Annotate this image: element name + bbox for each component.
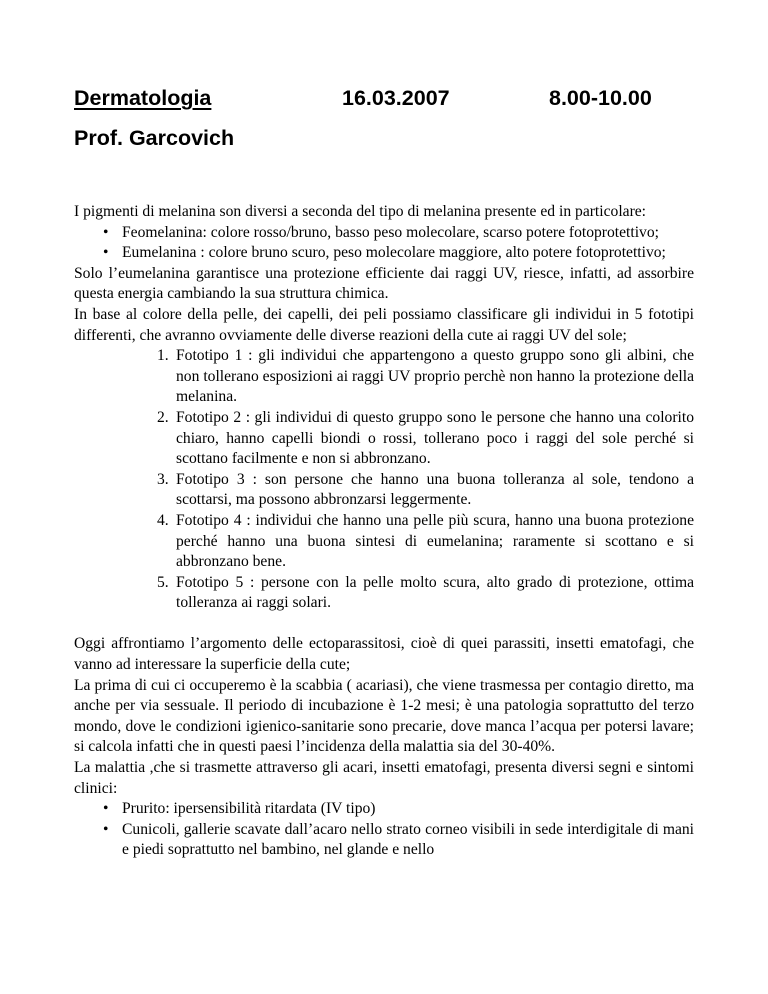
list-item-text: Prurito: ipersensibilità ritardata (IV tipo) (122, 800, 376, 818)
list-number: 3. (157, 470, 169, 488)
lecture-date: 16.03.2007 (342, 86, 450, 110)
melanin-types-list (74, 223, 694, 264)
list-item-text: Fototipo 4 : individui che hanno una pelle più scura, hanno una buona protezione perché hanno una buona sintesi di eumelanina; raramente si scottano e si abbronzano bene. (176, 511, 694, 571)
list-number: 4. (157, 511, 169, 529)
list-item (74, 820, 694, 861)
fototipi-paragraph: In base al colore della pelle, dei capelli, dei peli possiamo classificare gli individui in 5 fototipi differenti, che avranno ovviamente delle diverse reazioni della cute ai raggi UV del sole; (74, 305, 694, 344)
bullet-icon: • (103, 244, 109, 262)
eumelanina-paragraph: Solo l’eumelanina garantisce una protezione efficiente dai raggi UV, riesce, infatti, ad assorbire questa energia cambiando la sua struttura chimica. (74, 264, 694, 303)
list-item (74, 799, 694, 820)
sintomi-list (74, 799, 694, 861)
bullet-icon: • (103, 820, 109, 838)
list-item-text: Cunicoli, gallerie scavate dall’acaro nello strato corneo visibili in sede interdigitale di mani e piedi soprattutto nel bambino, nel glande e nello (122, 820, 694, 859)
bullet-icon: • (103, 223, 109, 241)
list-number: 2. (157, 408, 169, 426)
professor-name: Prof. Garcovich (74, 126, 235, 150)
subject-title: Dermatologia (74, 86, 212, 110)
list-number: 5. (157, 573, 169, 591)
paragraph-spacer (74, 614, 694, 635)
scabbia-paragraph: La prima di cui ci occuperemo è la scabbia ( acariasi), che viene trasmessa per contagio diretto, ma anche per via sessuale. Il periodo di incubazione è 1-2 mesi; è una patologia soprattutto del terzo mondo, dove le condizioni igienico-sanitarie sono precarie, dove manca l’acqua per potersi lavare; si calcola infatti che in questi paesi l’incidenza della malattia sia del 30-40%. (74, 676, 694, 756)
list-item-text: Fototipo 1 : gli individui che appartengono a questo gruppo sono gli albini, che non tollerano esposizioni ai raggi UV proprio perchè non hanno la protezione della melanina. (176, 347, 694, 406)
list-item-text: Fototipo 2 : gli individui di questo gruppo sono le persone che hanno una colorito chiaro, hanno capelli biondi o rossi, tollerano poco i raggi del sole perché si scottano facilmente e non si abbronzano. (176, 408, 694, 468)
lecture-time: 8.00-10.00 (549, 86, 652, 110)
list-item (74, 346, 694, 408)
intro-paragraph: I pigmenti di melanina son diversi a seconda del tipo di melanina presente ed in particolare: (74, 203, 647, 220)
fototipi-list (74, 346, 694, 614)
list-number: 1. (157, 347, 169, 365)
list-item-text: Eumelanina : colore bruno scuro, peso molecolare maggiore, alto potere fotoprotettivo; (122, 244, 666, 262)
list-item (74, 408, 694, 470)
list-item (74, 573, 694, 614)
document-body (74, 202, 694, 861)
list-item (74, 511, 694, 573)
bullet-icon: • (103, 800, 109, 818)
list-item (74, 243, 694, 264)
ectoparassitosi-paragraph: Oggi affrontiamo l’argomento delle ectoparassitosi, cioè di quei parassiti, insetti ematofagi, che vanno ad interessare la superficie della cute; (74, 635, 694, 674)
list-item-text: Fototipo 3 : son persone che hanno una buona tolleranza al sole, tendono a scottarsi, ma possono abbronzarsi leggermente. (176, 470, 694, 509)
list-item-text: Fototipo 5 : persone con la pelle molto scura, alto grado di protezione, ottima tolleranza ai raggi solari. (176, 573, 694, 612)
list-item-text: Feomelanina: colore rosso/bruno, basso peso molecolare, scarso potere fotoprotettivo; (122, 223, 659, 241)
list-item (74, 470, 694, 511)
list-item (74, 223, 694, 244)
segni-paragraph: La malattia ,che si trasmette attraverso gli acari, insetti ematofagi, presenta diversi segni e sintomi clinici: (74, 759, 694, 797)
